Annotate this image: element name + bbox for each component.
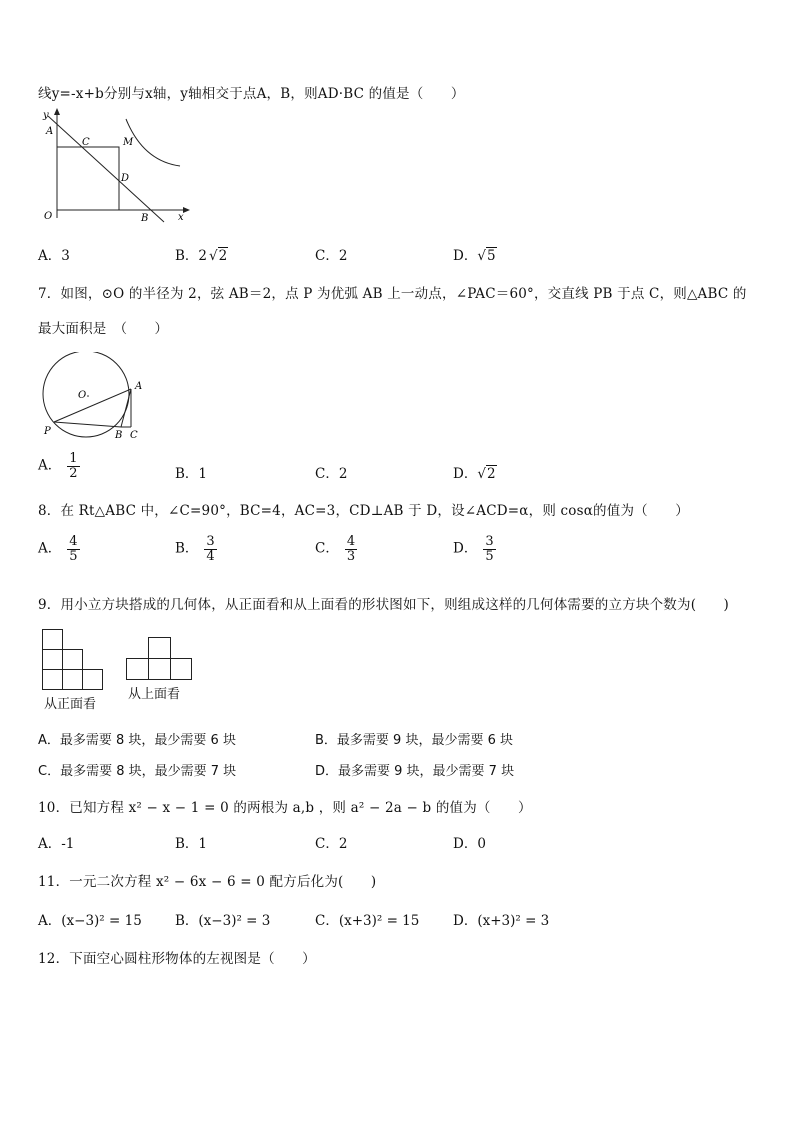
q9-option-d[interactable]: D．最多需要 9 块，最少需要 7 块 <box>315 764 515 779</box>
q11-option-a[interactable]: A．(x−3)² = 15 <box>38 913 142 929</box>
q11-stem: 11．一元二次方程 x² − 6x − 6 = 0 配方后化为( ) <box>38 874 377 890</box>
front-view-cell <box>62 649 83 670</box>
q10-option-d[interactable]: D．0 <box>453 836 486 852</box>
q10-option-a[interactable]: A．-1 <box>38 836 75 852</box>
q8-option-d[interactable]: D． $\frac{3}{5}$ <box>453 534 494 564</box>
q9-option-a[interactable]: A．最多需要 8 块，最少需要 6 块 <box>38 733 236 748</box>
q8-option-b[interactable]: B． $\frac{3}{4}$ <box>175 534 215 564</box>
q6-option-b[interactable]: B．2 √2 <box>175 248 228 264</box>
q6-option-a[interactable]: A．3 <box>38 248 70 264</box>
q7-option-a[interactable]: A． $\frac{1}{2}$ <box>38 451 78 481</box>
top-view-cell <box>148 637 171 659</box>
q6-label-o: O <box>44 211 53 222</box>
q9-option-c[interactable]: C．最多需要 8 块，最少需要 7 块 <box>38 764 237 779</box>
q10-option-c[interactable]: C．2 <box>315 836 348 852</box>
q7-option-d[interactable]: D．√2 <box>453 466 496 482</box>
q9-stem: 9．用小立方块搭成的几何体，从正面看和从上面看的形状图如下，则组成这样的几何体需要的立方块个数为( ) <box>38 597 730 613</box>
q11-option-c[interactable]: C．(x+3)² = 15 <box>315 913 420 929</box>
q10-option-b[interactable]: B．1 <box>175 836 208 852</box>
q12-stem: 12．下面空心圆柱形物体的左视图是（ ） <box>38 951 316 967</box>
top-view-cell <box>170 658 192 680</box>
q6-label-x: x <box>178 212 184 223</box>
q9-top-view <box>126 637 192 681</box>
q6-label-b: B <box>141 213 149 224</box>
front-view-cell <box>42 669 63 690</box>
q9-option-b[interactable]: B．最多需要 9 块，最少需要 6 块 <box>315 733 513 748</box>
q7-label-a: A <box>135 381 143 392</box>
q7-label-o: O <box>78 390 87 401</box>
q7-label-b: B <box>115 430 123 441</box>
top-view-cell <box>126 658 149 680</box>
front-view-cell <box>42 649 63 670</box>
top-view-cell <box>148 658 171 680</box>
q7-option-b[interactable]: B．1 <box>175 466 208 482</box>
q6-label-a: A <box>46 126 54 137</box>
q9-front-view-extra <box>82 669 103 690</box>
q6-label-y: y <box>43 110 49 121</box>
q6-option-d[interactable]: D．√5 <box>453 248 496 264</box>
q6-label-c: C <box>82 137 90 148</box>
q9-top-caption: 从上面看 <box>128 687 181 702</box>
q10-stem: 10．已知方程 x² − x − 1 = 0 的两根为 a,b ，则 a² − 2a − b 的值为（ ） <box>38 800 532 816</box>
q7-stem-line2: 最大面积是 （ ） <box>38 321 169 337</box>
q6-label-d: D <box>121 173 130 184</box>
q7-label-p: P <box>44 426 51 437</box>
front-view-cell <box>42 629 63 650</box>
q7-option-c[interactable]: C．2 <box>315 466 348 482</box>
q6-label-m: M <box>123 137 134 148</box>
q11-option-d[interactable]: D．(x+3)² = 3 <box>453 913 550 929</box>
q7-stem-line1: 7．如图，⊙O 的半径为 2，弦 AB＝2，点 P 为优弧 AB 上一动点，∠PAC＝60°，交直线 PB 于点 C，则△ABC 的 <box>38 286 747 302</box>
q6-figure <box>38 106 198 226</box>
q9-front-caption: 从正面看 <box>44 697 97 712</box>
q7-label-c: C <box>130 430 138 441</box>
q6-stem: 线y=-x+b分别与x轴，y轴相交于点A，B，则AD·BC 的值是（ ） <box>38 86 465 102</box>
q11-option-b[interactable]: B．(x−3)² = 3 <box>175 913 271 929</box>
q8-option-a[interactable]: A． $\frac{4}{5}$ <box>38 534 78 564</box>
q6-option-c[interactable]: C．2 <box>315 248 348 264</box>
q8-option-c[interactable]: C． $\frac{4}{3}$ <box>315 534 356 564</box>
q8-stem: 8．在 Rt△ABC 中，∠C=90°，BC=4，AC=3，CD⊥AB 于 D，设∠ACD=α，则 cosα的值为（ ） <box>38 503 689 519</box>
q7-figure <box>38 352 158 444</box>
front-view-cell <box>62 669 83 690</box>
